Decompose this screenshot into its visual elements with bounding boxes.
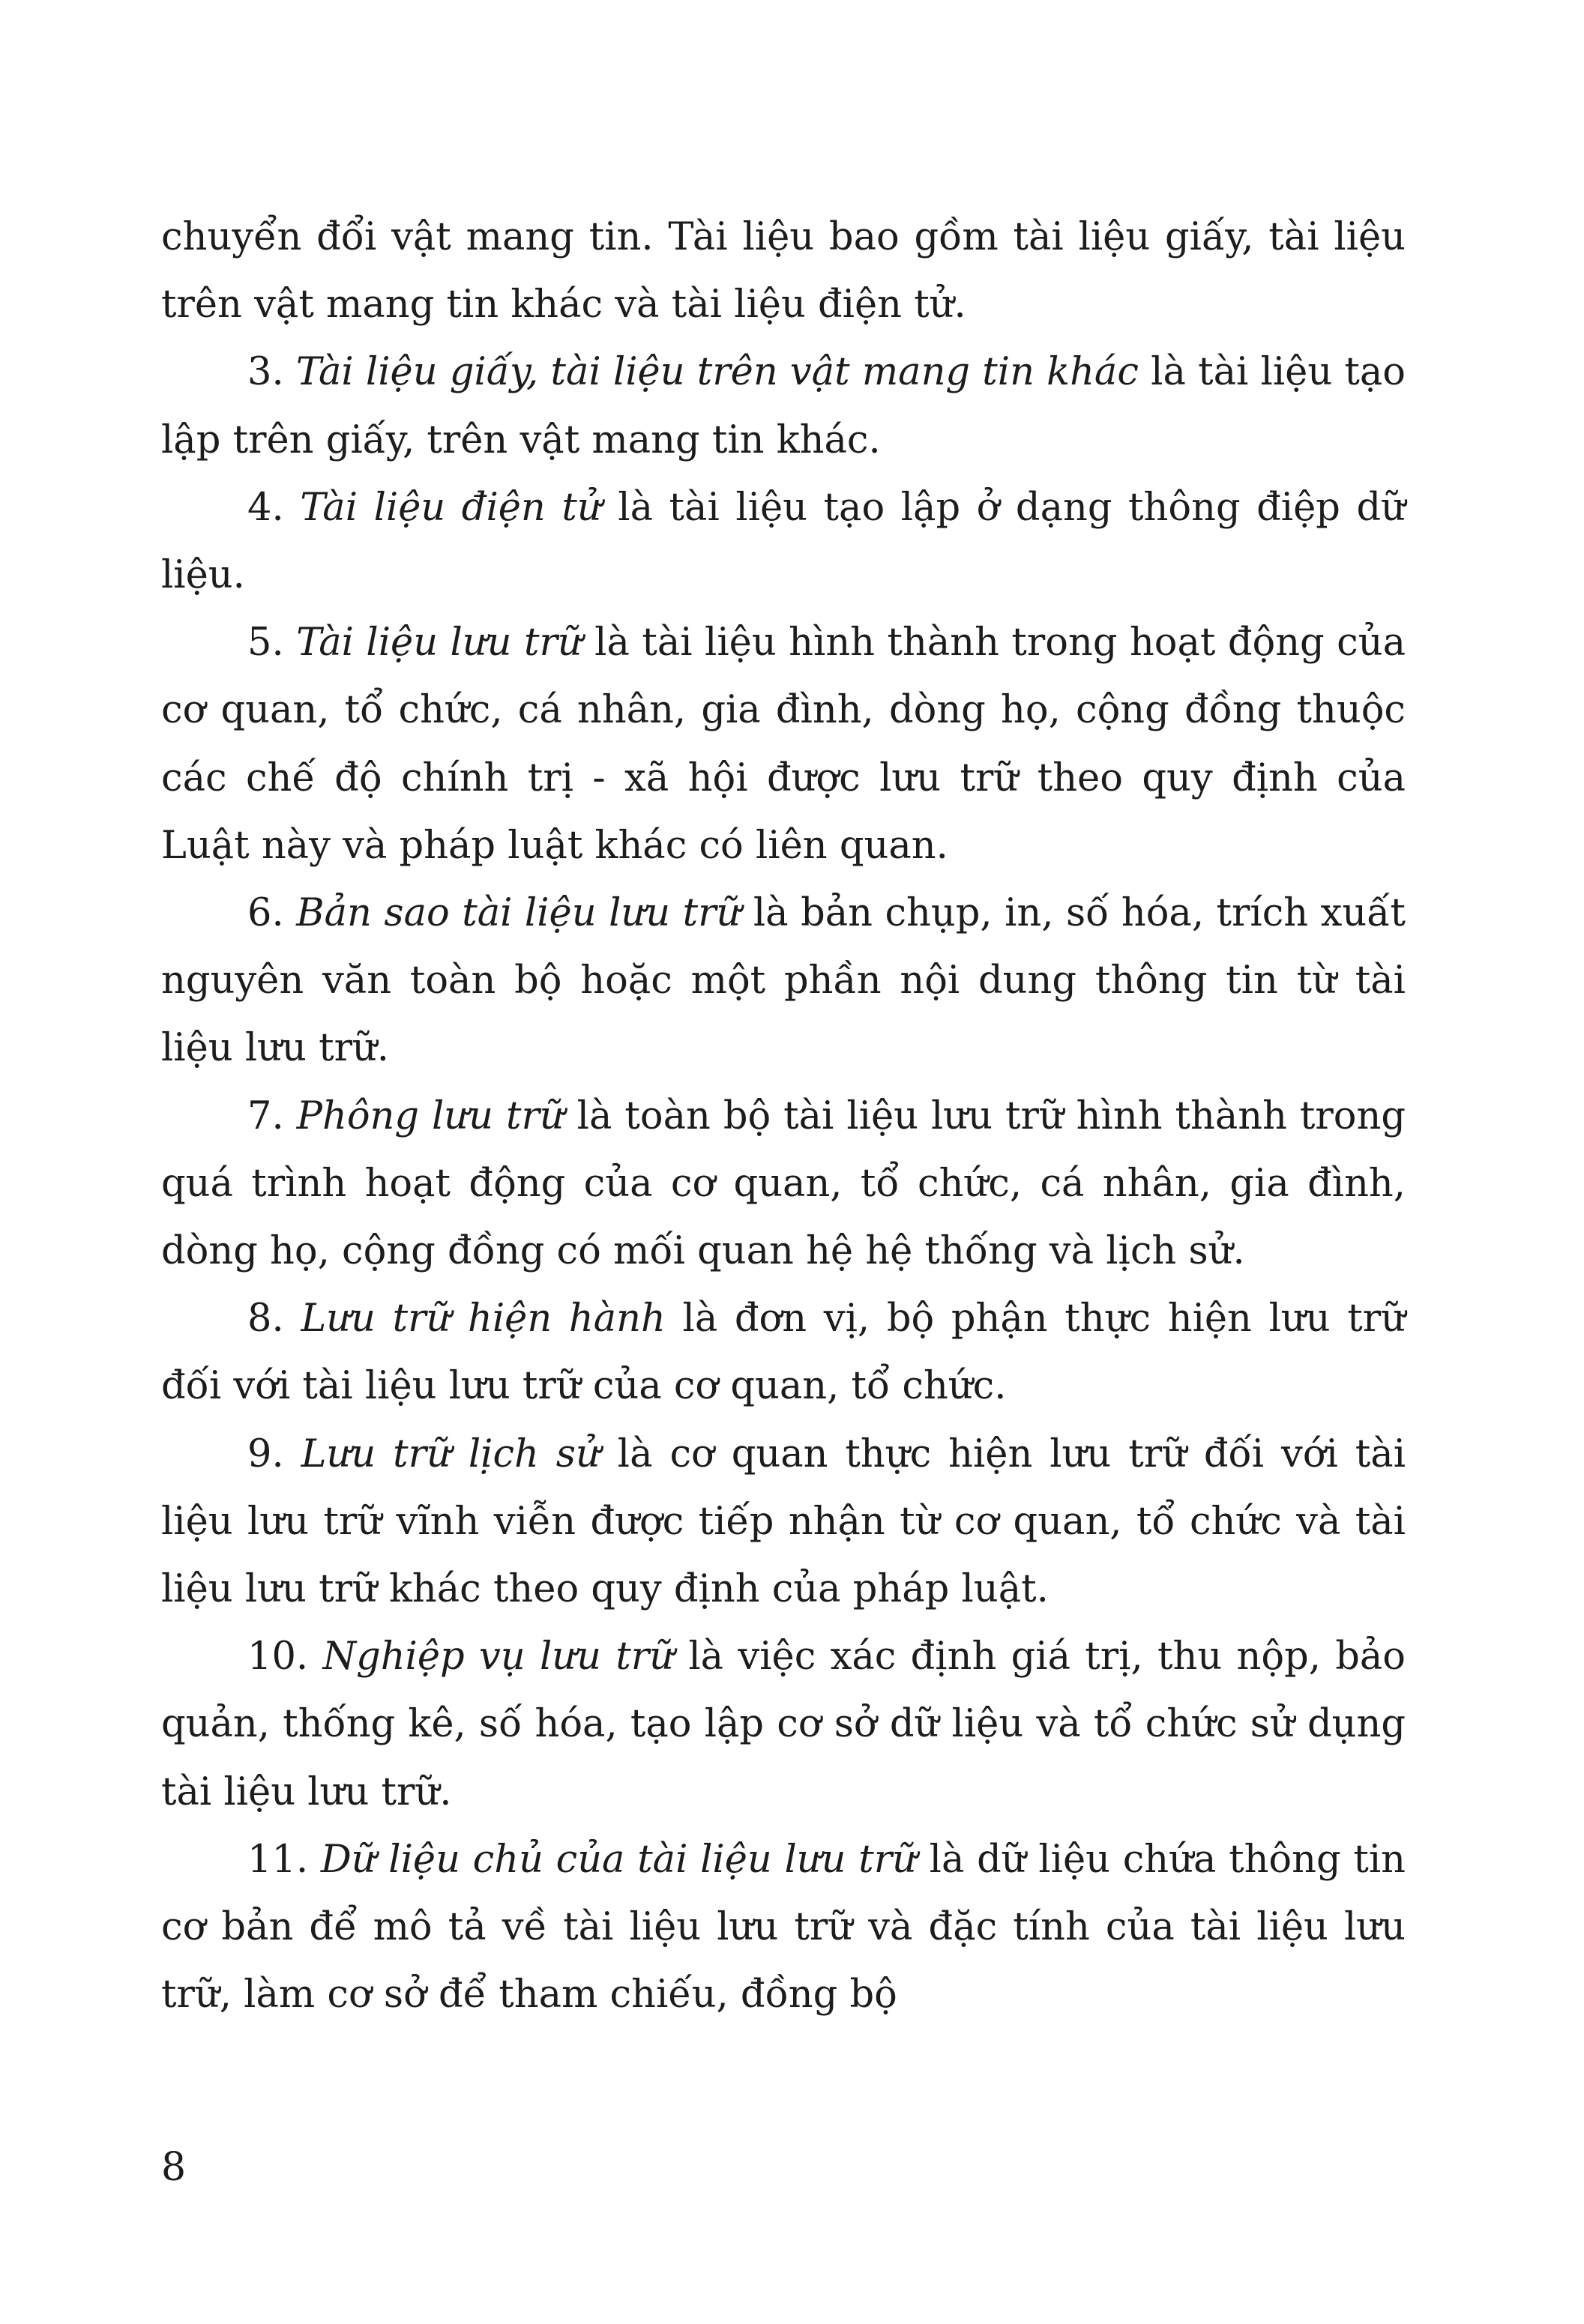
definition-7 [161,1083,1406,1286]
defined-term: Bản sao tài liệu lưu trữ [296,891,741,936]
item-number: 4. [247,485,301,530]
definition-5 [161,609,1406,880]
item-number: 8. [247,1297,301,1341]
definition-text: là đơn vị, bộ phận thực hiện lưu trữ đối với tài liệu lưu trữ của cơ quan, tổ chức. [161,1297,1406,1409]
defined-term: Lưu trữ hiện hành [301,1297,666,1341]
item-number: 5. [247,621,297,665]
definition-text: là cơ quan thực hiện lưu trữ đối với tài liệu lưu trữ vĩnh viễn được tiếp nhận từ cơ quan, tổ chức và tài liệu lưu trữ khác theo quy định của pháp luật. [161,1431,1406,1612]
defined-term: Tài liệu giấy, tài liệu trên vật mang tin khác [295,350,1139,395]
item-number: 6. [247,891,297,936]
definition-text: là tài liệu tạo lập ở dạng thông điệp dữ liệu. [161,485,1406,598]
definition-6 [161,880,1406,1083]
definition-4 [161,474,1406,609]
definition-text: là toàn bộ tài liệu lưu trữ hình thành trong quá trình hoạt động của cơ quan, tổ chức, cá nhân, gia đình, dòng họ, cộng đồng có mối quan hệ hệ thống và lịch sử. [161,1093,1406,1274]
paragraph-continuation [161,204,1406,339]
definition-text: là tài liệu hình thành trong hoạt động của cơ quan, tổ chức, cá nhân, gia đình, dòng họ, cộng đồng thuộc các chế độ chính trị - xã hội được lưu trữ theo quy định của Luật này và pháp luật khác có liên quan. [161,621,1406,868]
definition-text: là tài liệu tạo lập trên giấy, trên vật mang tin khác. [161,350,1406,462]
definition-text: là bản chụp, in, số hóa, trích xuất nguyên văn toàn bộ hoặc một phần nội dung thông tin từ tài liệu lưu trữ. [161,891,1406,1071]
defined-term: Dữ liệu chủ của tài liệu lưu trữ [320,1837,917,1882]
page-number: 8 [161,2145,187,2190]
definition-3 [161,339,1406,474]
item-number: 7. [247,1093,297,1138]
definition-10 [161,1623,1406,1826]
defined-term: Phông lưu trữ [296,1093,564,1138]
defined-term: Tài liệu điện tử [300,485,602,530]
item-number: 11. [247,1837,321,1882]
definition-9 [161,1421,1406,1624]
item-number: 3. [247,350,296,395]
definition-8 [161,1285,1406,1420]
item-number: 9. [247,1431,301,1476]
paragraph-text: chuyển đổi vật mang tin. Tài liệu bao gồm tài liệu giấy, tài liệu trên vật mang tin khác và tài liệu điện tử. [161,215,1406,328]
definition-text: là dữ liệu chứa thông tin cơ bản để mô tả về tài liệu lưu trữ và đặc tính của tài liệu lưu trữ, làm cơ sở để tham chiếu, đồng bộ [161,1837,1406,2017]
definition-text: là việc xác định giá trị, thu nộp, bảo quản, thống kê, số hóa, tạo lập cơ sở dữ liệu và tổ chức sử dụng tài liệu lưu trữ. [161,1635,1406,1814]
defined-term: Nghiệp vụ lưu trữ [322,1635,675,1679]
item-number: 10. [247,1635,323,1679]
defined-term: Tài liệu lưu trữ [296,621,582,665]
definition-11 [161,1826,1406,2029]
body-text [161,204,1406,2029]
defined-term: Lưu trữ lịch sử [301,1431,600,1476]
